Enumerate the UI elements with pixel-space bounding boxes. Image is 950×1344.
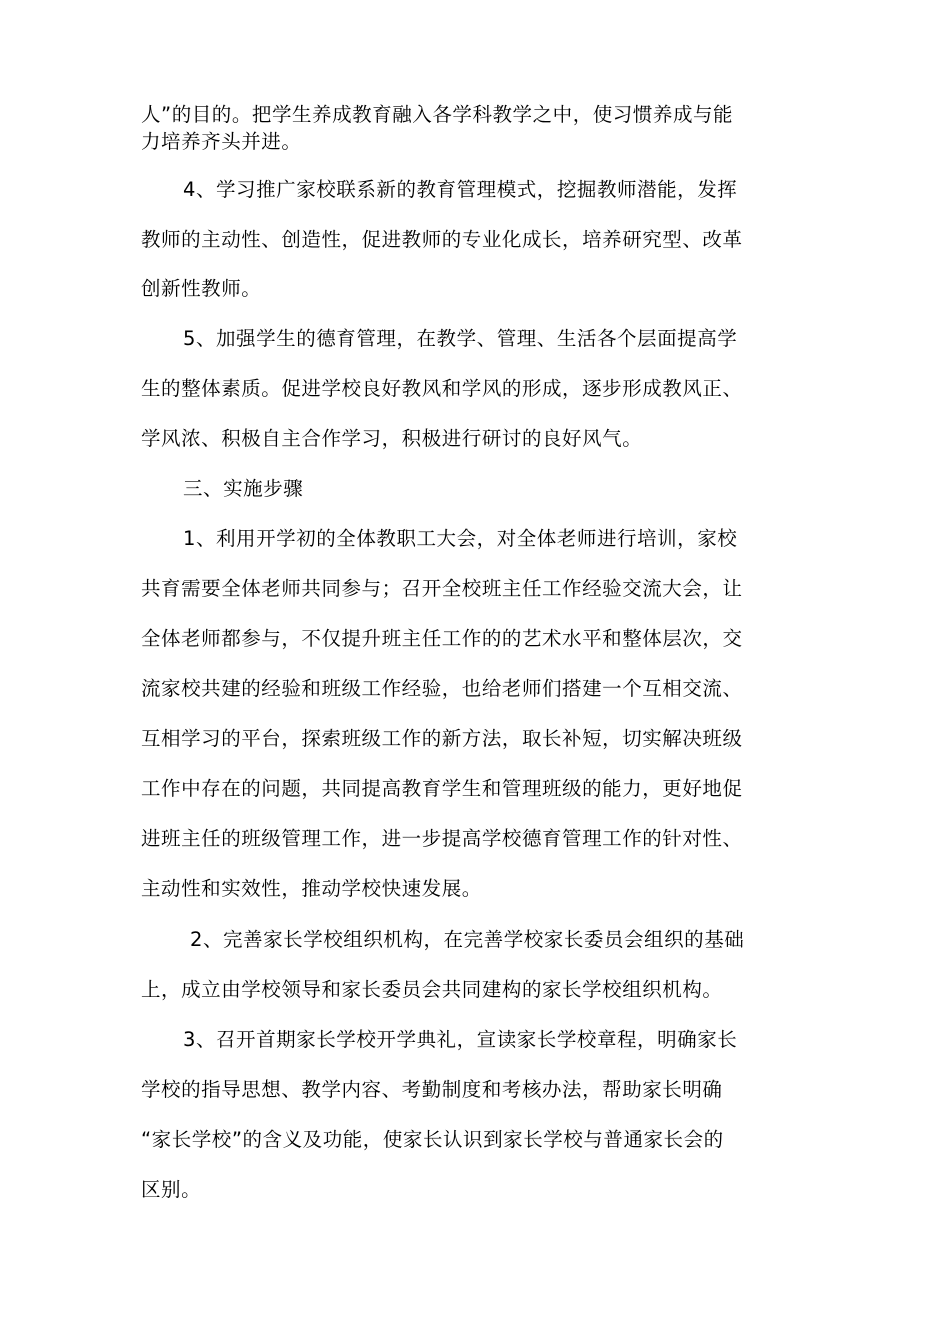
paragraph-line: 力培养齐头并进。 bbox=[141, 130, 302, 153]
paragraph-line: 互相学习的平台，探索班级工作的新方法，取长补短，切实解决班级 bbox=[141, 727, 743, 750]
paragraph-line: 全体老师都参与，不仅提升班主任工作的的艺术水平和整体层次，交 bbox=[141, 627, 743, 650]
paragraph-line: 5、加强学生的德育管理，在教学、管理、生活各个层面提高学 bbox=[183, 327, 738, 350]
paragraph-line: 创新性教师。 bbox=[141, 277, 262, 300]
paragraph-line: 进班主任的班级管理工作，进一步提高学校德育管理工作的针对性、 bbox=[141, 827, 743, 850]
paragraph-line: 3、召开首期家长学校开学典礼，宣读家长学校章程，明确家长 bbox=[183, 1028, 738, 1051]
paragraph-line: 主动性和实效性，推动学校快速发展。 bbox=[141, 877, 482, 900]
paragraph-line: 4、学习推广家校联系新的教育管理模式，挖掘教师潜能，发挥 bbox=[183, 178, 738, 201]
paragraph-line: 2、完善家长学校组织机构，在完善学校家长委员会组织的基础 bbox=[190, 928, 745, 951]
paragraph-line: 共育需要全体老师共同参与；召开全校班主任工作经验交流大会，让 bbox=[141, 577, 743, 600]
paragraph-line: 上，成立由学校领导和家长委员会共同建构的家长学校组织机构。 bbox=[141, 978, 723, 1001]
paragraph-line: 流家校共建的经验和班级工作经验，也给老师们搭建一个互相交流、 bbox=[141, 677, 743, 700]
paragraph-line: 教师的主动性、创造性，促进教师的专业化成长，培养研究型、改革 bbox=[141, 228, 743, 251]
paragraph-line: 学风浓、积极自主合作学习，积极进行研讨的良好风气。 bbox=[141, 427, 643, 450]
paragraph-line: 生的整体素质。促进学校良好教风和学风的形成，逐步形成教风正、 bbox=[141, 377, 743, 400]
section-heading: 三、实施步骤 bbox=[183, 477, 304, 500]
paragraph-line: 1、利用开学初的全体教职工大会，对全体老师进行培训，家校 bbox=[183, 527, 738, 550]
paragraph-line: 学校的指导思想、教学内容、考勤制度和考核办法，帮助家长明确 bbox=[141, 1078, 723, 1101]
paragraph-line: 工作中存在的问题，共同提高教育学生和管理班级的能力，更好地促 bbox=[141, 777, 743, 800]
paragraph-line: “家长学校”的含义及功能，使家长认识到家长学校与普通家长会的 bbox=[141, 1128, 724, 1151]
paragraph-line: 区别。 bbox=[141, 1178, 202, 1201]
paragraph-line: 人”的目的。把学生养成教育融入各学科教学之中，使习惯养成与能 bbox=[141, 103, 734, 126]
